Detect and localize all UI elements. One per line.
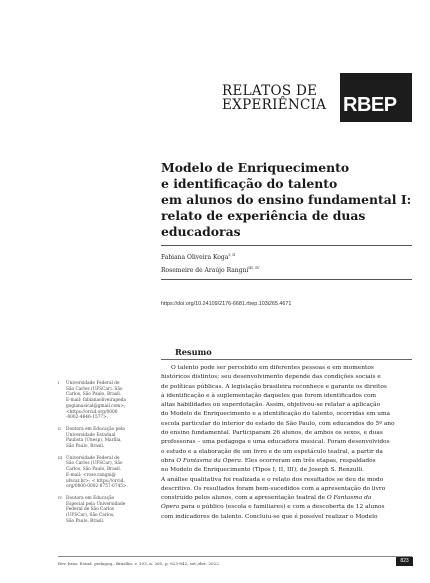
abstract-line: de políticas públicas. A legislação brasileira reconhece e garante os direitos xyxy=(161,383,387,390)
doi-link[interactable]: https://doi.org/10.24109/2176-6681.rbep.103i265.4671 xyxy=(161,301,292,307)
note-marker: IV xyxy=(58,495,63,500)
author-affiliation-marks: I, II xyxy=(228,252,236,257)
divider xyxy=(161,359,412,360)
abstract-line: A análise qualitativa foi realizada e o relato dos resultados se deu de modo xyxy=(161,476,384,483)
abstract-line: obra O Fantasma da Ópera. Eles ocorreram em três etapas, respaldados xyxy=(161,457,376,464)
abstract-line: o estudo e a elaboração de um livro e de um espetáculo teatral, a partir da xyxy=(161,448,383,455)
note-marker: I xyxy=(58,381,60,385)
divider xyxy=(161,245,412,246)
abstract-line: escola particular do interior do estado de São Paulo, com educandos do 5º ano xyxy=(161,420,395,427)
note-line: Doutora em Educação xyxy=(66,495,115,501)
note-line: org/0000-0002-8757-0745>. xyxy=(66,484,128,490)
journal-citation-footer: Rev. bras. Estud. pedagog., Brasília, v. 103, n. 265, p. 823-842, set./dez. 2022. xyxy=(58,561,221,566)
affiliation-note xyxy=(58,427,142,450)
author xyxy=(161,250,259,263)
note-line: (UFSCar), São Carlos, xyxy=(66,513,115,519)
divider xyxy=(161,279,412,280)
note-marker: III xyxy=(58,455,63,460)
note-line: São Paulo, Brasil. xyxy=(66,444,105,450)
abstract-line: à identificação e à suplementação daqueles que forem identificados com xyxy=(161,392,377,399)
section-label xyxy=(222,84,336,112)
abstract-line: históricos distintos; seu desenvolvimento depende das condições sociais e xyxy=(161,374,381,381)
abstract-line: do Modelo de Enriquecimento e a identificação do talento, ocorridas em uma xyxy=(161,411,391,418)
note-line: Doutora em Educação pela xyxy=(66,426,125,432)
note-line: Federal de São Carlos xyxy=(66,507,115,513)
abstract-line: no Modelo de Enriquecimento (Tipos I, II, III), de Joseph S. Renzulli. xyxy=(161,467,365,474)
title-line: e identificação do talento xyxy=(161,176,338,191)
note-line: São Carlos (UFSCar). São xyxy=(66,386,123,392)
note-line: gogianusical@gmail.com>; xyxy=(66,403,126,409)
note-line: <https://orcid.org/0000 xyxy=(66,409,118,415)
abstract-line: O talento pode ser percebido em diferentes pessoas e em momentos xyxy=(171,365,374,371)
abstract-line: descritivo. Os resultados foram bem-sucedidos com a apresentação do livro xyxy=(161,485,386,492)
abstract-line: professoras – uma pedagoga e uma educadora musical. Foram desenvolvidos xyxy=(161,439,390,446)
journal-logo xyxy=(340,73,412,122)
note-line: São Paulo, Brasil. xyxy=(66,518,105,524)
article-title xyxy=(161,160,411,240)
journal-logo-text: RBEP xyxy=(343,94,397,116)
page-number: 823 xyxy=(396,557,413,566)
note-line: ufscar.br>; < https://orcid. xyxy=(66,478,125,484)
affiliation-notes xyxy=(58,381,142,530)
abstract-line: Ópera para o público (escola e familiares) e com a descoberta de 12 alunos xyxy=(161,504,385,511)
note-line: -0002-4646-1577>. xyxy=(66,415,109,421)
author-affiliation-marks: III, IV xyxy=(248,265,260,270)
affiliation-note xyxy=(58,381,142,421)
abstract-line: construído pelos alunos, com a apresentação teatral de O Fantasma da xyxy=(161,495,372,502)
author-name: Rosemeire de Araújo Rangni xyxy=(161,267,249,274)
note-line: Paulista (Unesp), Marília, xyxy=(66,438,122,444)
title-line: em alunos do ensino fundamental I: xyxy=(161,192,412,207)
note-line: Universidade Federal de xyxy=(66,381,120,386)
author-list xyxy=(161,250,259,276)
abstract-line: com indicadores de talento. Concluiu-se que é possível realizar o Modelo xyxy=(161,513,378,520)
author-name: Fabiana Oliveira Koga xyxy=(161,254,229,261)
note-line: Carlos, São Paulo, Brasil. xyxy=(66,392,122,398)
title-line: Modelo de Enriquecimento xyxy=(161,160,350,175)
abstract-heading: Resumo xyxy=(175,347,212,357)
note-line: E-mail: fabianaoliveirapeda xyxy=(66,398,126,404)
abstract-body xyxy=(161,364,412,522)
note-marker: II xyxy=(58,426,61,431)
abstract-line: do ensino fundamental. Participaram 26 alunos, de ambos os sexos, e duas xyxy=(161,430,383,437)
note-line: São Carlos (UFSCar), São xyxy=(66,461,123,467)
footer-divider xyxy=(58,556,412,557)
section-label-line-1: RELATOS DE xyxy=(222,83,318,99)
affiliation-note xyxy=(58,456,142,490)
note-line: E-mail: <rose.rangni@ xyxy=(66,472,116,478)
title-line: relato de experiência de duas xyxy=(161,208,366,223)
note-line: Especial pela Universidade xyxy=(66,501,126,507)
author xyxy=(161,263,259,276)
note-line: Universidade Estadual xyxy=(66,432,116,438)
section-label-line-2: EXPERIÊNCIA xyxy=(222,97,327,113)
title-line: educadoras xyxy=(161,224,241,239)
abstract-line: altas habilidades ou superdotação. Assim, objetivou-se relatar a aplicação xyxy=(161,402,381,409)
note-line: Carlos, São Paulo, Brasil. xyxy=(66,467,122,473)
note-line: Universidade Federal de xyxy=(66,455,120,461)
affiliation-note xyxy=(58,496,142,525)
